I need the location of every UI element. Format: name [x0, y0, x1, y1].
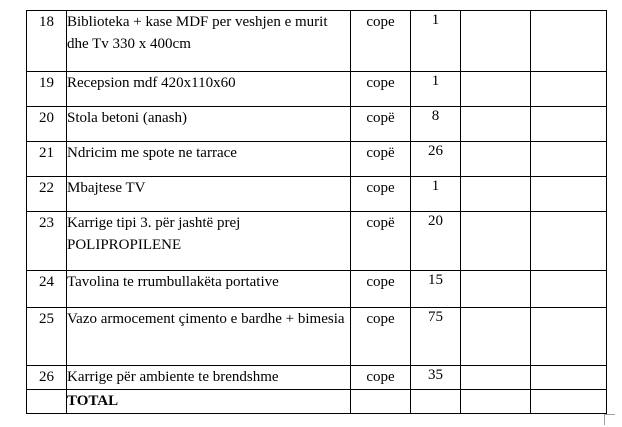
item-quantity — [411, 107, 461, 142]
item-description: Karrige tipi 3. për jashtë prej POLIPROPILENE — [67, 212, 351, 271]
quantity-value: 8 — [431, 108, 440, 124]
line-total-cell — [531, 212, 607, 271]
item-quantity — [411, 308, 461, 366]
table-row — [27, 142, 607, 177]
unit-price-cell — [461, 366, 531, 390]
item-unit: cope — [351, 308, 411, 366]
item-quantity — [411, 271, 461, 308]
line-total-cell — [531, 72, 607, 107]
item-unit: copë — [351, 107, 411, 142]
unit-price-cell — [461, 11, 531, 72]
line-total-cell — [531, 107, 607, 142]
item-quantity — [411, 366, 461, 390]
row-number: 19 — [27, 72, 67, 107]
table-row — [27, 177, 607, 212]
quantity-value: 26 — [428, 143, 443, 159]
item-unit: cope — [351, 177, 411, 212]
quantity-value: 1 — [431, 73, 440, 89]
quantity-value: 75 — [428, 309, 443, 325]
table-row — [27, 366, 607, 390]
page-corner-mark — [604, 414, 615, 425]
item-unit: cope — [351, 271, 411, 308]
item-description: Tavolina te rrumbullakëta portative — [67, 271, 351, 308]
total-label: TOTAL — [67, 390, 351, 414]
unit-price-cell — [461, 271, 531, 308]
item-unit: cope — [351, 11, 411, 72]
table-row — [27, 212, 607, 271]
unit-price-cell — [461, 72, 531, 107]
item-description: Biblioteka + kase MDF per veshjen e murit dhe Tv 330 x 400cm — [67, 11, 351, 72]
row-number: 24 — [27, 271, 67, 308]
unit-price-cell — [461, 107, 531, 142]
table-row — [27, 72, 607, 107]
line-total-cell — [531, 142, 607, 177]
line-total-cell — [531, 366, 607, 390]
line-total-cell — [531, 11, 607, 72]
item-description: Ndricim me spote ne tarrace — [67, 142, 351, 177]
item-quantity — [411, 177, 461, 212]
quantity-value: 20 — [428, 213, 443, 229]
row-number: 18 — [27, 11, 67, 72]
row-number: 20 — [27, 107, 67, 142]
unit-price-cell — [461, 142, 531, 177]
quantity-value: 15 — [428, 272, 443, 288]
item-quantity — [411, 212, 461, 271]
table-row — [27, 107, 607, 142]
total-price-cell — [461, 390, 531, 414]
total-unit-cell — [351, 390, 411, 414]
item-quantity — [411, 142, 461, 177]
quantity-value: 1 — [431, 178, 440, 194]
item-quantity — [411, 11, 461, 72]
table-row — [27, 308, 607, 366]
item-description: Recepsion mdf 420x110x60 — [67, 72, 351, 107]
total-row — [27, 390, 607, 414]
unit-price-cell — [461, 308, 531, 366]
total-quantity-cell — [411, 390, 461, 414]
total-number-cell — [27, 390, 67, 414]
item-description: Vazo armocement çimento e bardhe + bimesia — [67, 308, 351, 366]
item-description: Stola betoni (anash) — [67, 107, 351, 142]
line-total-cell — [531, 177, 607, 212]
item-unit: cope — [351, 366, 411, 390]
item-description: Karrige për ambiente te brendshme — [67, 366, 351, 390]
line-total-cell — [531, 271, 607, 308]
item-unit: copë — [351, 212, 411, 271]
line-total-cell — [531, 308, 607, 366]
row-number: 22 — [27, 177, 67, 212]
table-row — [27, 11, 607, 72]
item-description: Mbajtese TV — [67, 177, 351, 212]
item-quantity — [411, 72, 461, 107]
total-value-cell — [531, 390, 607, 414]
table-row — [27, 271, 607, 308]
items-table — [26, 10, 607, 414]
quantity-value: 35 — [428, 367, 443, 383]
row-number: 25 — [27, 308, 67, 366]
item-unit: copë — [351, 142, 411, 177]
unit-price-cell — [461, 177, 531, 212]
row-number: 23 — [27, 212, 67, 271]
quantity-value: 1 — [431, 12, 440, 28]
row-number: 26 — [27, 366, 67, 390]
item-unit: cope — [351, 72, 411, 107]
unit-price-cell — [461, 212, 531, 271]
row-number: 21 — [27, 142, 67, 177]
